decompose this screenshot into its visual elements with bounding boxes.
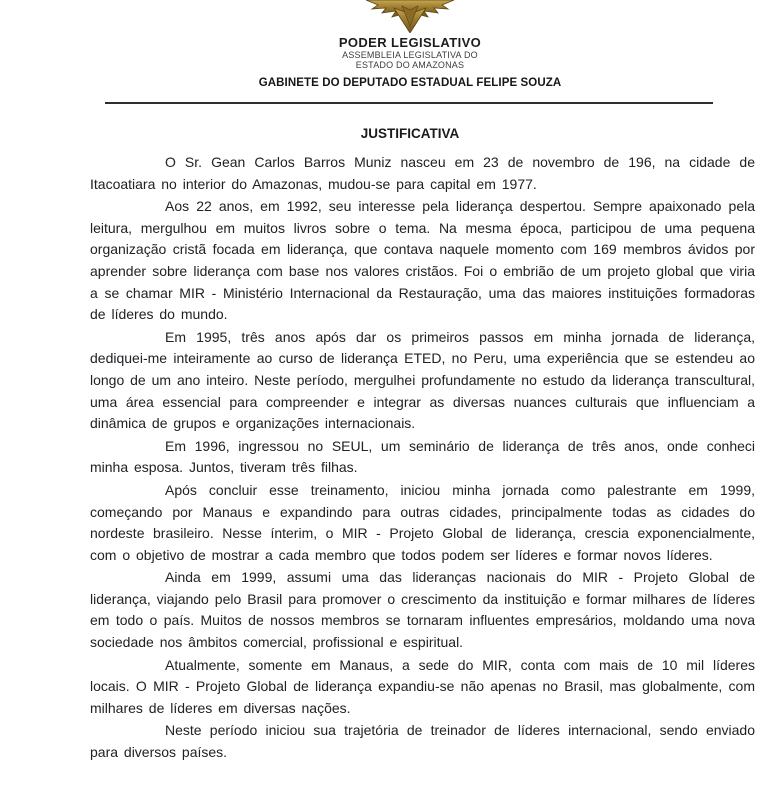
paragraph-7: Atualmente, somente em Manaus, a sede do MIR, conta com mais de 10 mil líderes locais. O MIR - Projeto Global de liderança expandiu-se não apenas no Brasil, mas globalmente, com milhares de líderes em diversas nações. [90, 656, 755, 716]
paragraph-6: Ainda em 1999, assumi uma das lideranças nacionais do MIR - Projeto Global de liderança, viajando pelo Brasil para promover o crescimento da instituição e formar milhares de líderes em todo o país. Muitos de nossos membros se tornaram influentes empresários, moldando uma nova sociedade nos âmbitos comercial, profissional e espiritual. [90, 569, 755, 651]
header-divider [105, 102, 713, 104]
org-title: PODER LEGISLATIVO [338, 35, 482, 50]
paragraph-4: Em 1996, ingressou no SEUL, um seminário de liderança de três anos, onde conheci minha esposa. Juntos, tiveram três filhas. [90, 437, 755, 476]
paragraph-1: O Sr. Gean Carlos Barros Muniz nasceu em 23 de novembro de 196, na cidade de Itacoatiara no interior do Amazonas, mudou-se para capital em 1977. [90, 154, 755, 192]
document-body [90, 152, 755, 765]
paragraph-3: Em 1995, três anos após dar os primeiros passos em minha jornada de liderança, dediquei-me inteiramente ao curso de liderança ETED, no Peru, uma experiência que se estendeu ao longo de um ano inteiro. Neste período, mergulhei profundamente no estudo da liderança transcultural, uma área essencial para compreender e integrar as diversas nuances culturais que influenciam a dinâmica de grupos e organizações internacionais. [90, 328, 755, 432]
org-subtitle-line2: ESTADO DO AMAZONAS [355, 60, 465, 70]
org-subtitle-line1: ASSEMBLEIA LEGISLATIVA DO [342, 50, 478, 60]
document-title: JUSTIFICATIVA [360, 126, 460, 141]
paragraph-5: Após concluir esse treinamento, iniciou minha jornada como palestrante em 1999, começando por Manaus e expandindo para outras cidades, principalmente todas as cidades do nordeste brasileiro. Nesse ínterim, o MIR - Projeto Global de liderança, crescia exponencialmente, com o objetivo de mostrar a cada membro que todos podem ser líderes e formar novos líderes. [90, 481, 755, 563]
coat-of-arms-icon [36, 0, 784, 33]
paragraph-8: Neste período iniciou sua trajetória de treinador de líderes internacional, sendo enviado para diversos países. [90, 722, 755, 761]
letterhead [36, 0, 784, 89]
paragraph-2: Aos 22 anos, em 1992, seu interesse pela liderança despertou. Sempre apaixonado pela leitura, mergulhou em muitos livros sobre o tema. Na mesma época, participou de uma pequena organização cristã focada em liderança, que contava naquele momento com 169 membros ávidos por aprender sobre liderança com base nos valores cristãos. Foi o embrião de um projeto global que viria a se chamar MIR - Ministério Internacional da Restauração, uma das maiores instituições formadoras de líderes do mundo. [90, 198, 755, 323]
office-banner: GABINETE DO DEPUTADO ESTADUAL FELIPE SOUZA [258, 77, 562, 89]
